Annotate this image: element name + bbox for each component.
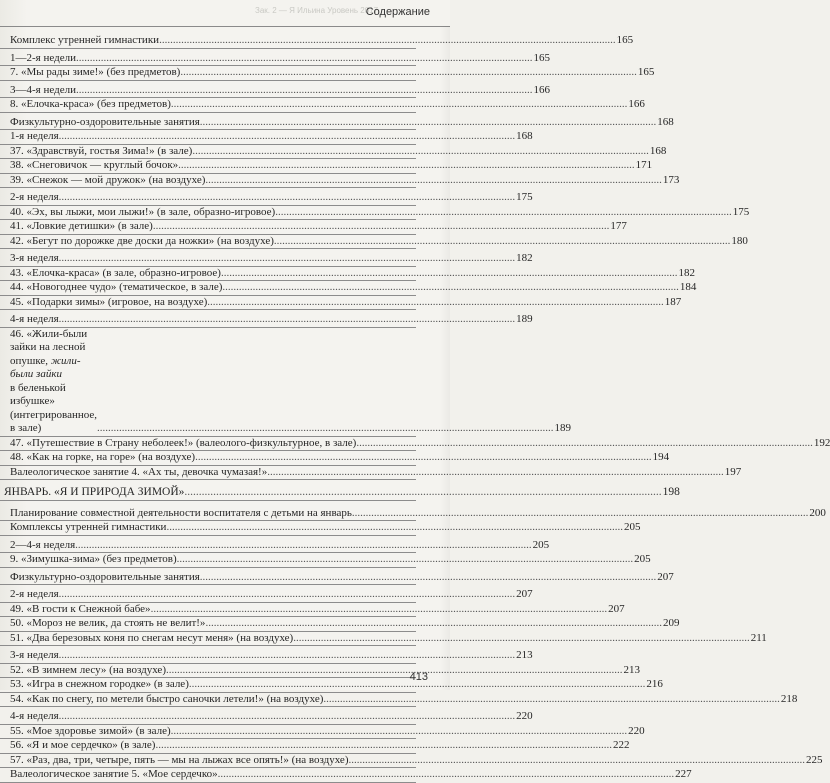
toc-entry: 4-я неделя ..... 189 (0, 313, 416, 328)
toc-entry: 44. «Новогоднее чудо» (тематическое, в зале) ..... 184 (0, 281, 416, 296)
toc-entry: 52. «В зимнем лесу» (на воздухе) ..... 213 (0, 664, 416, 679)
toc-page-number: 211 (750, 631, 767, 644)
toc-page-number: 213 (623, 663, 640, 676)
toc-page-number: 220 (516, 710, 533, 722)
table-of-contents (0, 34, 830, 783)
toc-page-number: 180 (731, 234, 748, 247)
toc-entry: 53. «Игра в снежном городке» (в зале) ..... 216 (0, 678, 416, 693)
toc-entry: 4-я неделя ..... 220 (0, 710, 416, 725)
page-edge-shadow (440, 26, 450, 690)
toc-entry: Валеологическое занятие 5. «Мое сердечко» ..... 227 (0, 768, 416, 783)
running-header-title: Содержание (365, 6, 430, 18)
toc-page-number: 200 (809, 506, 826, 519)
toc-entry: Комплексы утренней гимнастики ..... 205 (0, 521, 416, 536)
toc-entry: 1—2-я недели ..... 165 (0, 52, 416, 67)
toc-chapter-heading: ЯНВАРЬ. «Я И ПРИРОДА ЗИМОЙ» ..... 198 (0, 486, 416, 501)
toc-page-number: 177 (610, 220, 627, 232)
toc-entry: 48. «Как на горке, на горе» (на воздухе) ..... 194 (0, 451, 416, 466)
toc-entry: 51. «Два березовых коня по снегам несут меня» (на воздухе) ..... 211 (0, 632, 416, 647)
toc-page-number: 168 (516, 130, 533, 142)
toc-entry: 55. «Мое здоровье зимой» (в зале) ..... 220 (0, 725, 416, 740)
toc-entry: Валеологическое занятие 4. «Ах ты, девочка чумазая!» ..... 197 (0, 466, 416, 481)
toc-entry: 8. «Елочка-краса» (без предметов) ..... 166 (0, 98, 416, 113)
toc-page-number: 225 (805, 753, 823, 766)
toc-entry: 41. «Ловкие детишки» (в зале) ..... 177 (0, 220, 416, 235)
toc-page-number: 182 (678, 266, 695, 279)
toc-entry: 2—4-я неделя ..... 205 (0, 539, 416, 554)
toc-page-number: 184 (679, 281, 697, 293)
toc-page-number: 175 (732, 205, 750, 218)
running-header (0, 0, 450, 27)
toc-entry: 40. «Эх, вы лыжи, мои лыжи!» (в зале, образно-игровое) ..... 175 (0, 206, 416, 221)
toc-page-number: 189 (516, 313, 533, 325)
toc-page-number: 220 (628, 724, 645, 737)
toc-entry: Физкультурно-оздоровительные занятия ..... 168 (0, 116, 416, 131)
toc-entry: 45. «Подарки зимы» (игровое, на воздухе) ..... 187 (0, 296, 416, 311)
toc-page-number: 218 (780, 692, 798, 705)
toc-entry: 38. «Снеговичок — круглый бочок» ..... 171 (0, 159, 416, 174)
toc-entry: 9. «Зимушка-зима» (без предметов) ..... 205 (0, 553, 416, 568)
page-number: 413 (409, 671, 428, 683)
toc-page-number: 166 (628, 98, 645, 110)
toc-entry: 49. «В гости к Снежной бабе» ..... 207 (0, 603, 416, 618)
toc-page-number: 205 (623, 521, 641, 533)
toc-page-number: 171 (635, 159, 653, 171)
toc-entry: Планирование совместной деятельности воспитателя с детьми на январь ..... 200 (0, 507, 416, 522)
toc-page-number: 189 (554, 422, 571, 434)
toc-entry: 2-я неделя ..... 207 (0, 588, 416, 603)
toc-page-number: 182 (516, 252, 533, 264)
toc-page-number: 168 (657, 115, 674, 128)
toc-page-number: 165 (616, 34, 634, 46)
toc-page-number: 207 (516, 588, 533, 600)
toc-page-number: 198 (662, 486, 680, 498)
toc-entry: 2-я неделя ..... 175 (0, 191, 416, 206)
toc-page-number: 222 (612, 739, 630, 751)
toc-entry: 3-я неделя ..... 182 (0, 252, 416, 267)
toc-entry-multiline: 46. «Жили-были зайки на лесной опушке, жили-были зайки в беленькой избушке» (интегрированное, в зале) ..... 189 (0, 328, 416, 437)
toc-entry: 43. «Елочка-краса» (в зале, образно-игровое) ..... 182 (0, 267, 416, 282)
toc-entry: 57. «Раз, два, три, четыре, пять — мы на лыжах все опять!» (на воздухе) ..... 225 (0, 754, 416, 769)
toc-entry: 42. «Бегут по дорожке две доски да ножки» (на воздухе) ..... 180 (0, 235, 416, 250)
toc-page-number: 168 (649, 144, 667, 157)
toc-page-number: 166 (533, 83, 550, 96)
toc-entry: 3-я неделя ..... 213 (0, 649, 416, 664)
toc-page-number: 207 (608, 602, 625, 615)
toc-page-number: 173 (662, 173, 680, 186)
toc-page-number: 205 (532, 538, 550, 551)
toc-page-number: 165 (637, 66, 655, 78)
toc-page-number: 194 (652, 451, 670, 463)
toc-page-number: 227 (675, 768, 692, 780)
bleed-through-text: Зак. 2 — Я Ильина Уровень 2017 (255, 6, 379, 15)
toc-entry: 54. «Как по снегу, по метели быстро саночки летели!» (на воздухе) ..... 218 (0, 693, 416, 708)
toc-entry: 3—4-я недели ..... 166 (0, 84, 416, 99)
toc-page-number: 175 (516, 191, 533, 203)
toc-page-number: 216 (646, 678, 663, 690)
toc-page-number: 192 (813, 436, 830, 449)
toc-entry: 50. «Мороз не велик, да стоять не велит!» ..... 209 (0, 617, 416, 632)
toc-entry: 56. «Я и мое сердечко» (в зале) ..... 222 (0, 739, 416, 754)
toc-entry: Физкультурно-оздоровительные занятия ..... 207 (0, 571, 416, 586)
toc-page-number: 213 (516, 649, 533, 661)
toc-entry: 37. «Здравствуй, гостья Зима!» (в зале) ..... 168 (0, 145, 416, 160)
toc-entry: 7. «Мы рады зиме!» (без предметов) ..... 165 (0, 66, 416, 81)
toc-entry: 39. «Снежок — мой дружок» (на воздухе) ..... 173 (0, 174, 416, 189)
toc-page-number: 197 (724, 465, 742, 478)
toc-page-number: 165 (533, 51, 550, 64)
toc-page-number: 187 (664, 295, 682, 308)
toc-page-number: 207 (657, 570, 674, 583)
toc-entry: Комплекс утренней гимнастики ..... 165 (0, 34, 416, 49)
toc-page-number: 209 (662, 617, 680, 629)
toc-page-number: 205 (634, 553, 651, 565)
toc-entry: 47. «Путешествие в Страну неболеек!» (валеолого-физкультурное, в зале) ..... 192 (0, 437, 416, 452)
toc-entry: 1-я неделя ..... 168 (0, 130, 416, 145)
